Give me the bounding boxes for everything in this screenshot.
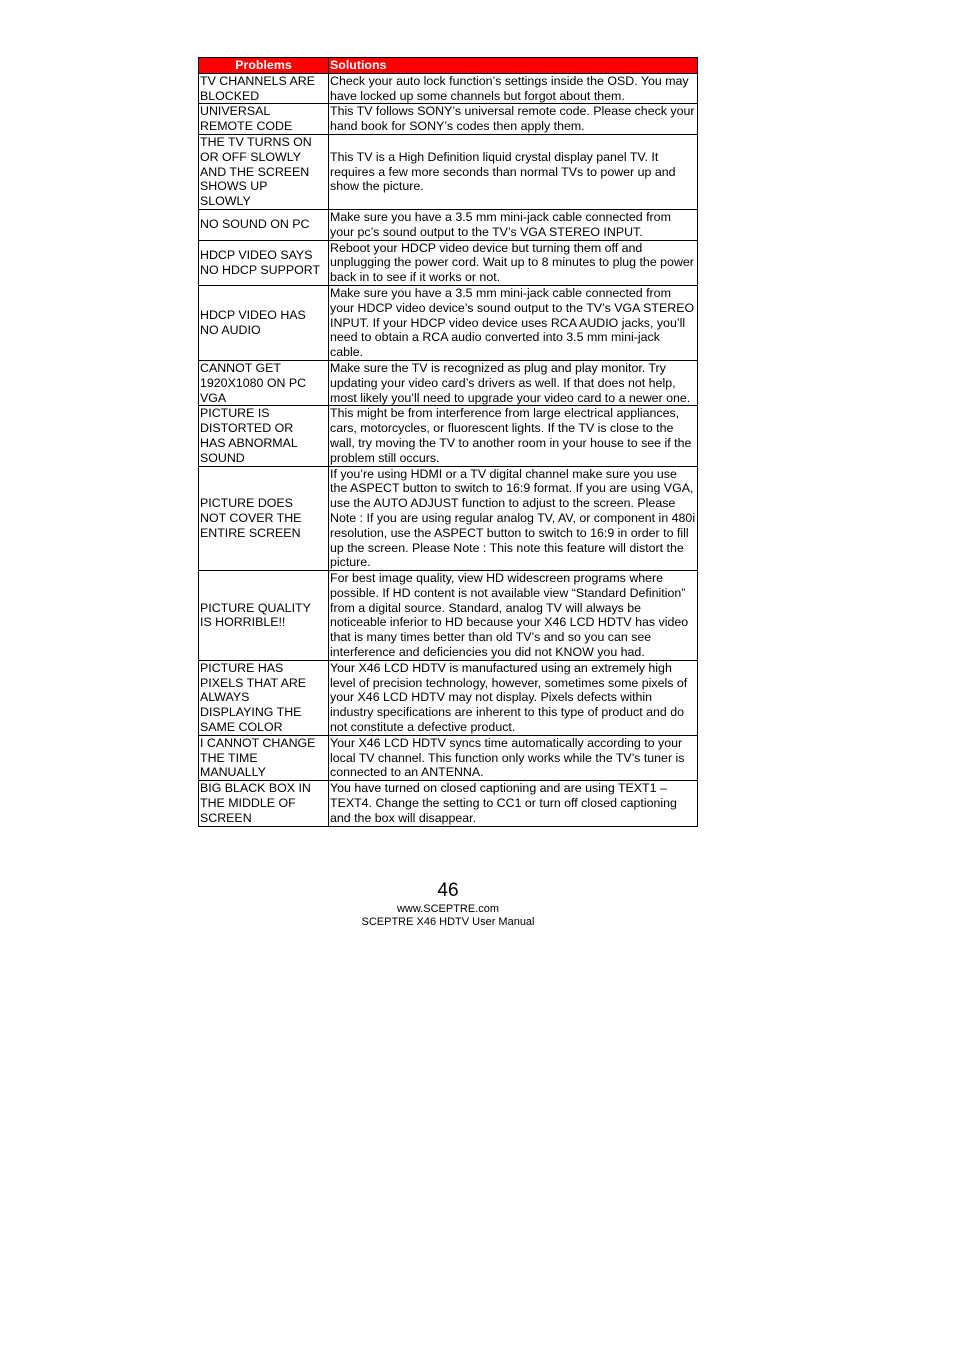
solution-cell: Make sure you have a 3.5 mm mini-jack cable connected from your HDCP video device’s sound output to the TV’s VGA STEREO INPUT. If your HDCP video device uses RCA AUDIO jacks, you’ll need to obtain a RCA audio converted into 3.5 mm mini-jack cable. bbox=[329, 285, 698, 360]
solution-cell: If you’re using HDMI or a TV digital channel make sure you use the ASPECT button to switch to 16:9 format. If you are using VGA, use the AUTO ADJUST function to adjust to the screen. Please Note : If you are using regular analog TV, AV, or component in 480i resolution, use the ASPECT button to switch to 16:9 in order to fill up the screen. Please Note : This note this feature will distort the picture. bbox=[329, 466, 698, 571]
problem-cell: UNIVERSAL REMOTE CODE bbox=[199, 104, 329, 135]
solutions-header: Solutions bbox=[329, 58, 698, 74]
page-number: 46 bbox=[437, 880, 459, 901]
problem-cell: PICTURE DOES NOT COVER THE ENTIRE SCREEN bbox=[199, 466, 329, 571]
problem-cell: HDCP VIDEO HAS NO AUDIO bbox=[199, 285, 329, 360]
table-row bbox=[199, 285, 698, 360]
solution-cell: Your X46 LCD HDTV is manufactured using an extremely high level of precision technology, however, sometimes some pixels of your X46 LCD HDTV may not display. Pixels defects within industry specifications are inherent to this type of product and do not constitute a defective product. bbox=[329, 660, 698, 735]
problem-cell: PICTURE QUALITY IS HORRIBLE!! bbox=[199, 571, 329, 661]
problem-cell: HDCP VIDEO SAYS NO HDCP SUPPORT bbox=[199, 240, 329, 285]
manual-title: SCEPTRE X46 HDTV User Manual bbox=[361, 916, 535, 928]
table-header-row bbox=[199, 58, 698, 74]
website-url: www.SCEPTRE.com bbox=[396, 903, 500, 915]
table-row bbox=[199, 466, 698, 571]
problem-cell: NO SOUND ON PC bbox=[199, 209, 329, 240]
solution-cell: Make sure the TV is recognized as plug and play monitor. Try updating your video card’s drivers as well. If that does not help, most likely you’ll need to upgrade your video card to a newer one. bbox=[329, 360, 698, 405]
problem-cell: THE TV TURNS ON OR OFF SLOWLY AND THE SCREEN SHOWS UP SLOWLY bbox=[199, 134, 329, 209]
solution-cell: Your X46 LCD HDTV syncs time automatically according to your local TV channel. This function only works while the TV’s tuner is connected to an ANTENNA. bbox=[329, 735, 698, 780]
table-row bbox=[199, 735, 698, 780]
problem-cell: TV CHANNELS ARE BLOCKED bbox=[199, 73, 329, 104]
solution-cell: Reboot your HDCP video device but turning them off and unplugging the power cord. Wait up to 8 minutes to plug the power back in to see if it works or not. bbox=[329, 240, 698, 285]
table-row bbox=[199, 360, 698, 405]
problem-cell: CANNOT GET 1920X1080 ON PC VGA bbox=[199, 360, 329, 405]
troubleshooting-table bbox=[198, 57, 698, 827]
table-row bbox=[199, 406, 698, 466]
solution-cell: This might be from interference from large electrical appliances, cars, motorcycles, or fluorescent lights. If the TV is close to the wall, try moving the TV to another room in your house to see if the problem still occurs. bbox=[329, 406, 698, 466]
table-row bbox=[199, 571, 698, 661]
solution-cell: This TV follows SONY’s universal remote code. Please check your hand book for SONY’s codes then apply them. bbox=[329, 104, 698, 135]
table-row bbox=[199, 134, 698, 209]
problem-cell: BIG BLACK BOX IN THE MIDDLE OF SCREEN bbox=[199, 781, 329, 826]
solution-cell: You have turned on closed captioning and are using TEXT1 – TEXT4. Change the setting to CC1 or turn off closed captioning and the box will disappear. bbox=[329, 781, 698, 826]
solution-cell: Check your auto lock function’s settings inside the OSD. You may have locked up some channels but forgot about them. bbox=[329, 73, 698, 104]
table-row bbox=[199, 73, 698, 104]
table-row bbox=[199, 209, 698, 240]
table-row bbox=[199, 104, 698, 135]
problem-cell: I CANNOT CHANGE THE TIME MANUALLY bbox=[199, 735, 329, 780]
problems-header: Problems bbox=[199, 58, 329, 74]
solution-cell: For best image quality, view HD widescreen programs where possible. If HD content is not available view “Standard Definition” from a digital source. Standard, analog TV will always be noticeable inferior to HD because your X46 LCD HDTV has video that is many times better than old TV’s and so you can see interference and deficiencies you did not KNOW you had. bbox=[329, 571, 698, 661]
problem-cell: PICTURE HAS PIXELS THAT ARE ALWAYS DISPLAYING THE SAME COLOR bbox=[199, 660, 329, 735]
solution-cell: Make sure you have a 3.5 mm mini-jack cable connected from your pc’s sound output to the TV’s VGA STEREO INPUT. bbox=[329, 209, 698, 240]
table-row bbox=[199, 660, 698, 735]
table-row bbox=[199, 240, 698, 285]
table-row bbox=[199, 781, 698, 826]
problem-cell: PICTURE IS DISTORTED OR HAS ABNORMAL SOUND bbox=[199, 406, 329, 466]
solution-cell: This TV is a High Definition liquid crystal display panel TV. It requires a few more seconds than normal TVs to power up and show the picture. bbox=[329, 134, 698, 209]
